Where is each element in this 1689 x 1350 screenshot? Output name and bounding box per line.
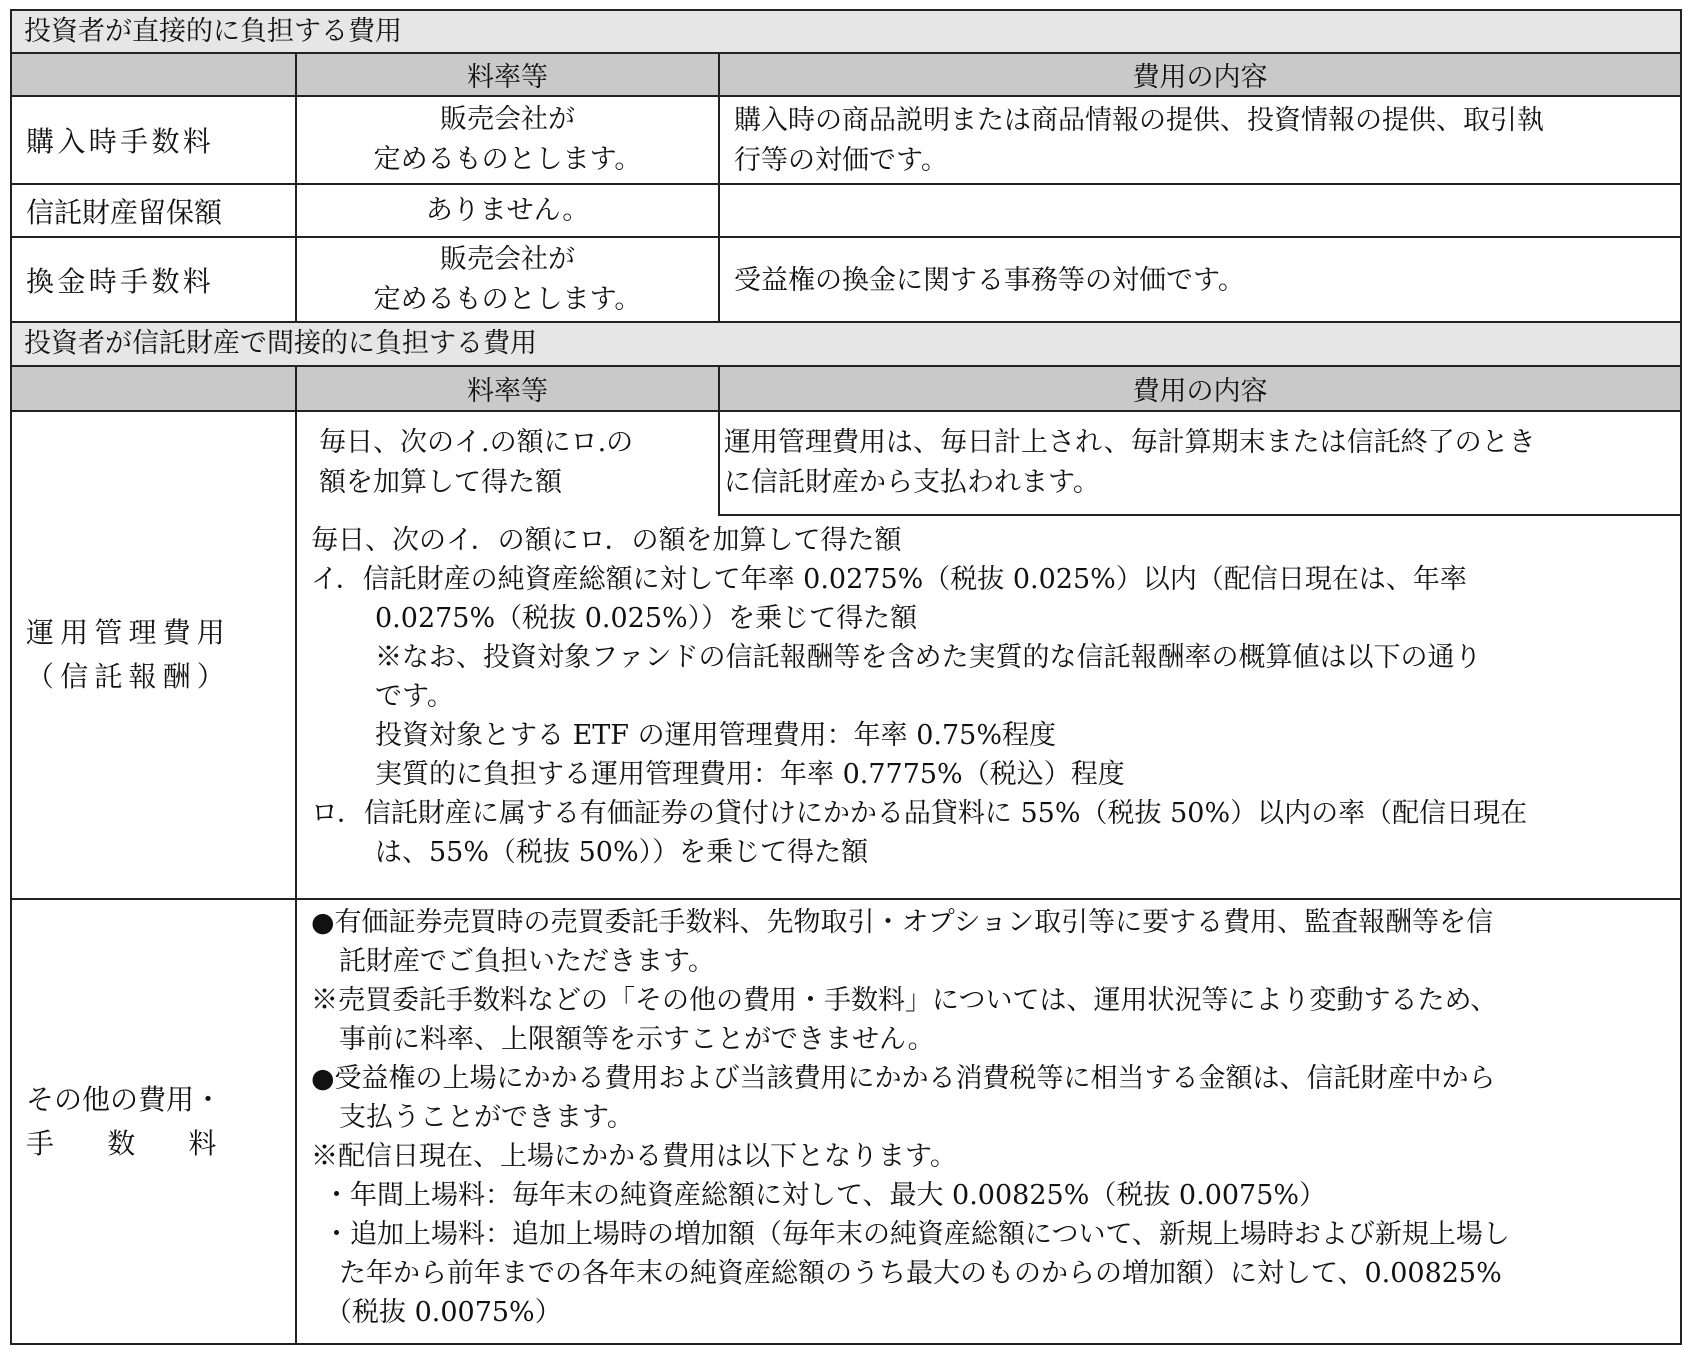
section-title-direct-fees: 投資者が直接的に負担する費用 <box>10 9 1682 54</box>
detail-line: ●受益権の上場にかかる費用および当該費用にかかる消費税等に相当する金額は、信託財産中から <box>311 1063 1496 1094</box>
detail-line: 託財産でご負担いただきます。 <box>339 946 715 977</box>
content-trust-fee <box>718 410 1682 516</box>
label-purchase-fee: 購入時手数料 <box>10 95 297 185</box>
fee-table <box>10 9 1682 1345</box>
label-other-fees <box>10 898 297 1345</box>
content-trust-retention <box>718 183 1682 238</box>
detail-line: ※売買委託手数料などの「その他の費用・手数料」については、運用状況等により変動するため、 <box>311 985 1498 1016</box>
detail-line: イ．信託財産の純資産総額に対して年率 0.0275%（税抜 0.025%）以内（配信日現在は、年率 <box>311 564 1467 595</box>
rate-line: 販売会社が <box>440 104 575 135</box>
label-line: その他の費用・ <box>26 1082 223 1116</box>
content-purchase-fee <box>718 95 1682 185</box>
detail-line: は、55%（税抜 50%））を乗じて得た額 <box>375 837 869 868</box>
label-redemption-fee: 換金時手数料 <box>10 236 297 323</box>
rate-trust-retention <box>295 183 720 238</box>
detail-line: （税抜 0.0075%） <box>325 1297 562 1328</box>
label-line: 手数料 <box>26 1126 270 1160</box>
header-blank-cell <box>10 365 297 412</box>
section-title-indirect-fees: 投資者が信託財産で間接的に負担する費用 <box>10 321 1682 367</box>
header-blank-cell <box>10 52 297 97</box>
rate-redemption-fee <box>295 236 720 323</box>
detail-line: 支払うことができます。 <box>339 1102 634 1133</box>
header-content: 費用の内容 <box>718 52 1682 97</box>
detail-line: 0.0275%（税抜 0.025%））を乗じて得た額 <box>375 603 918 634</box>
detail-line: 投資対象とする ETF の運用管理費用：年率 0.75%程度 <box>375 720 1056 751</box>
content-redemption-fee <box>718 236 1682 323</box>
rate-line: 定めるものとします。 <box>373 144 642 175</box>
label-line: 運用管理費用 <box>26 616 231 649</box>
rate-line: 販売会社が <box>440 243 575 275</box>
detail-line: ※なお、投資対象ファンドの信託報酬等を含めた実質的な信託報酬率の概算値は以下の通り <box>375 642 1482 673</box>
detail-line: た年から前年までの各年末の純資産総額のうち最大のものからの増加額）に対して、0.00825% <box>339 1258 1502 1289</box>
rate-trust-fee <box>305 412 717 512</box>
detail-line: 毎日、次のイ．の額にロ．の額を加算して得た額 <box>311 525 902 556</box>
label-line: （信託報酬） <box>26 660 231 693</box>
detail-line: です。 <box>375 681 454 712</box>
header-rate: 料率等 <box>295 52 720 97</box>
detail-line: ●有価証券売買時の売買委託手数料、先物取引・オプション取引等に要する費用、監査報酬等を信 <box>311 907 1494 938</box>
other-fees-details <box>311 903 1671 1332</box>
detail-line: ・追加上場料：追加上場時の増加額（毎年末の純資産総額について、新規上場時および新規上場し <box>323 1219 1510 1250</box>
content-line: 受益権の換金に関する事務等の対価です。 <box>734 264 1245 296</box>
content-line: に信託財産から支払われます。 <box>724 467 1100 498</box>
detail-line: ※配信日現在、上場にかかる費用は以下となります。 <box>311 1141 957 1172</box>
rate-purchase-fee <box>295 95 720 185</box>
rate-line: 額を加算して得た額 <box>319 467 562 498</box>
content-line: 行等の対価です。 <box>734 145 948 176</box>
content-line: 購入時の商品説明または商品情報の提供、投資情報の提供、取引執 <box>734 105 1544 136</box>
trust-fee-details <box>311 521 1671 872</box>
rate-line: 毎日、次のイ.の額にロ.の <box>319 427 634 458</box>
detail-line: ロ．信託財産に属する有価証券の貸付けにかかる品貸料に 55%（税抜 50%）以内の率（配信日現在 <box>311 798 1528 829</box>
rate-line: 定めるものとします。 <box>373 283 642 315</box>
label-trust-fee <box>10 410 297 900</box>
header-rate: 料率等 <box>295 365 720 412</box>
detail-line: 事前に料率、上限額等を示すことができません。 <box>339 1024 935 1055</box>
detail-line: ・年間上場料：毎年末の純資産総額に対して、最大 0.00825%（税抜 0.0075%） <box>323 1180 1327 1211</box>
label-trust-retention: 信託財産留保額 <box>10 183 297 238</box>
content-line: 運用管理費用は、毎日計上され、毎計算期末または信託終了のとき <box>724 427 1536 458</box>
header-content: 費用の内容 <box>718 365 1682 412</box>
rate-line: ありません。 <box>425 194 590 226</box>
detail-line: 実質的に負担する運用管理費用：年率 0.7775%（税込）程度 <box>375 759 1125 790</box>
